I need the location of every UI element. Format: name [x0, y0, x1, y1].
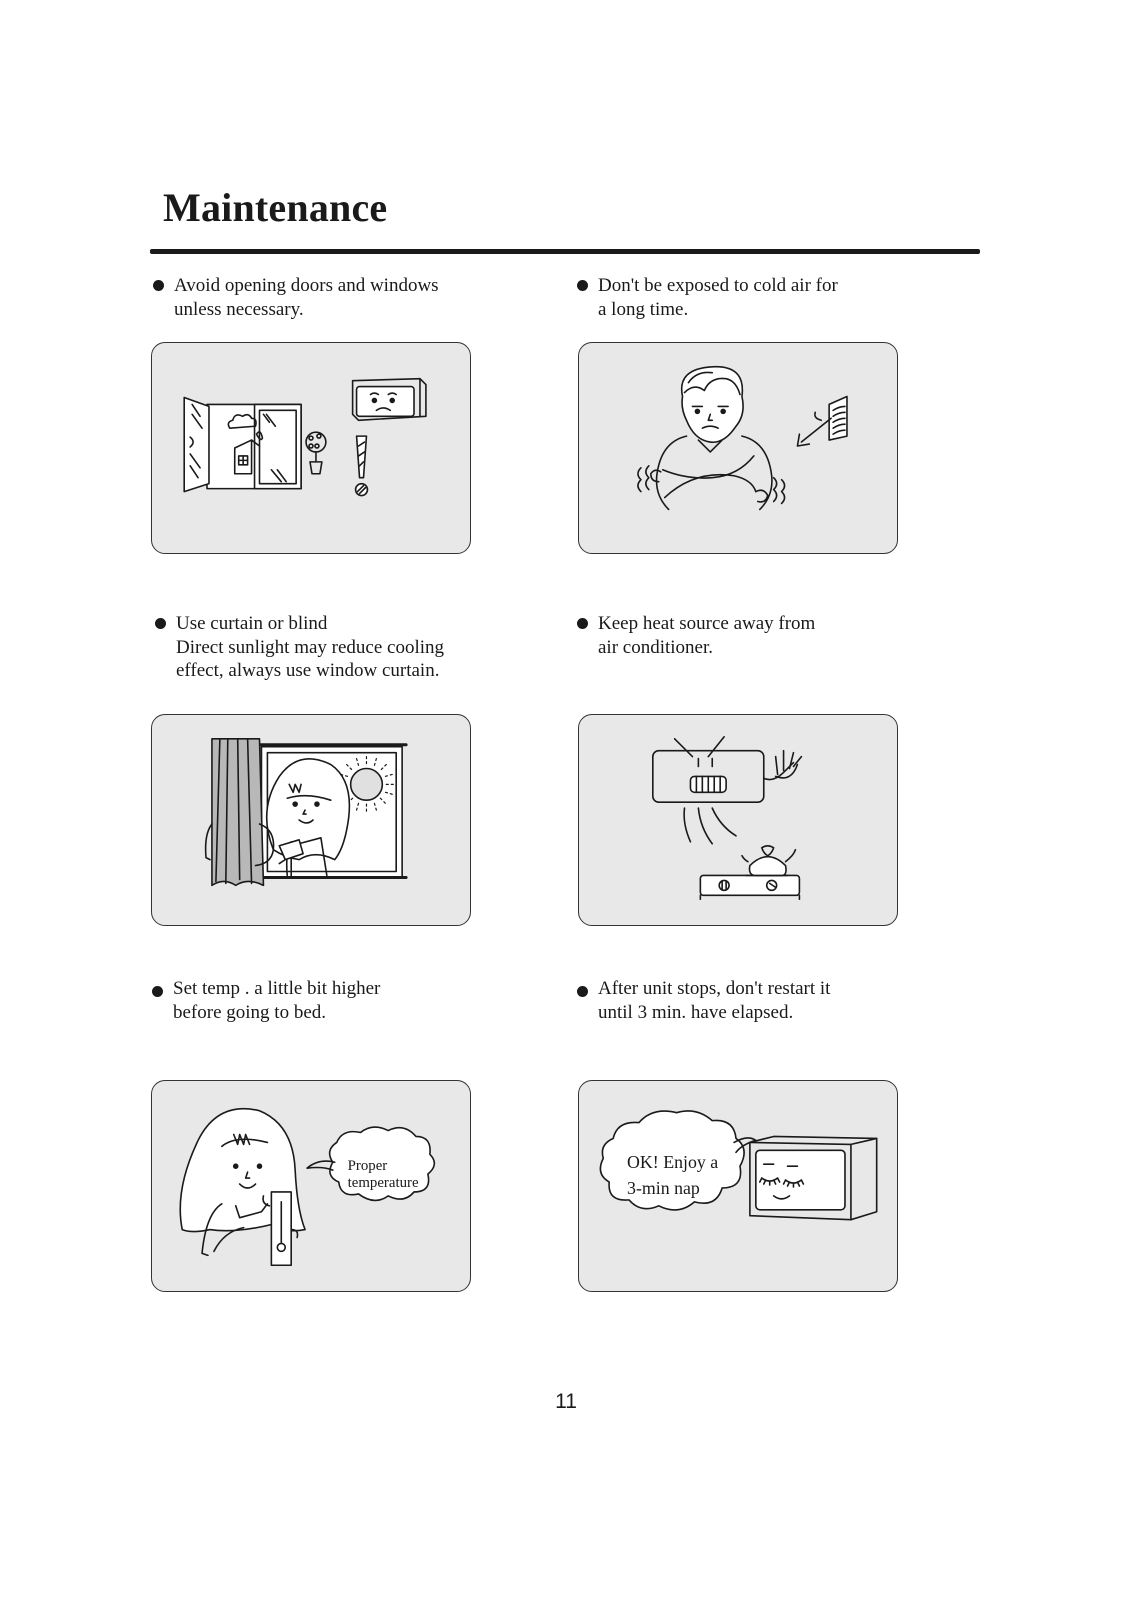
- bullet-icon: [577, 618, 588, 629]
- bullet-icon: [577, 280, 588, 291]
- tip-set-temp: [173, 977, 380, 1024]
- tip-line: Don't be exposed to cold air for: [598, 275, 838, 296]
- gas-stove-kettle-icon: [700, 846, 799, 899]
- tip-avoid-opening-doors: [174, 274, 439, 321]
- tip-cold-air: [598, 274, 838, 321]
- bullet-icon: [153, 280, 164, 291]
- tip-line: before going to bed.: [173, 1001, 327, 1023]
- bubble-text: Proper: [347, 1158, 388, 1175]
- illustration-heat-source: [578, 714, 898, 926]
- tip-line: air conditioner.: [598, 636, 714, 658]
- page-number: 11: [555, 1390, 577, 1413]
- bubble-text: temperature: [347, 1174, 419, 1191]
- illustration-cold-person: [578, 342, 898, 554]
- potted-plant-icon: [306, 432, 326, 474]
- exclamation-icon: [356, 436, 368, 495]
- angry-air-conditioner-icon: [653, 737, 802, 844]
- bubble-text: 3-min nap: [627, 1177, 700, 1198]
- illustration-proper-temperature: [151, 1080, 471, 1292]
- tip-curtain: [176, 612, 444, 683]
- tip-line: effect, always use window curtain.: [176, 660, 440, 681]
- tip-line: until 3 min. have elapsed.: [598, 1001, 794, 1023]
- page-title: Maintenance: [163, 185, 388, 230]
- girl-with-thermometer-icon: [180, 1109, 305, 1266]
- tip-line: Use curtain or blind: [176, 613, 328, 634]
- bubble-text: OK! Enjoy a: [627, 1152, 719, 1173]
- bullet-icon: [577, 986, 588, 997]
- shivering-person-icon: [638, 367, 785, 510]
- tip-line: Direct sunlight may reduce cooling: [176, 636, 445, 658]
- tip-line: unless necessary.: [174, 298, 304, 320]
- tip-line: After unit stops, don't restart it: [598, 978, 831, 999]
- illustration-curtain: [151, 714, 471, 926]
- title-divider: [150, 249, 980, 254]
- tip-heat-source: [598, 612, 815, 659]
- illustration-nap: [578, 1080, 898, 1292]
- tip-line: Avoid opening doors and windows: [174, 275, 439, 296]
- bullet-icon: [152, 986, 163, 997]
- bullet-icon: [155, 618, 166, 629]
- illustration-open-window: [151, 342, 471, 554]
- cold-air-vent-icon: [797, 396, 847, 446]
- sad-air-conditioner-icon: [353, 379, 426, 421]
- sleeping-air-conditioner-icon: [750, 1136, 877, 1219]
- tip-line: a long time.: [598, 298, 689, 320]
- tip-line: Keep heat source away from: [598, 613, 816, 634]
- tip-line: Set temp . a little bit higher: [173, 978, 381, 999]
- tip-restart-delay: [598, 977, 830, 1024]
- open-window-icon: [184, 397, 301, 491]
